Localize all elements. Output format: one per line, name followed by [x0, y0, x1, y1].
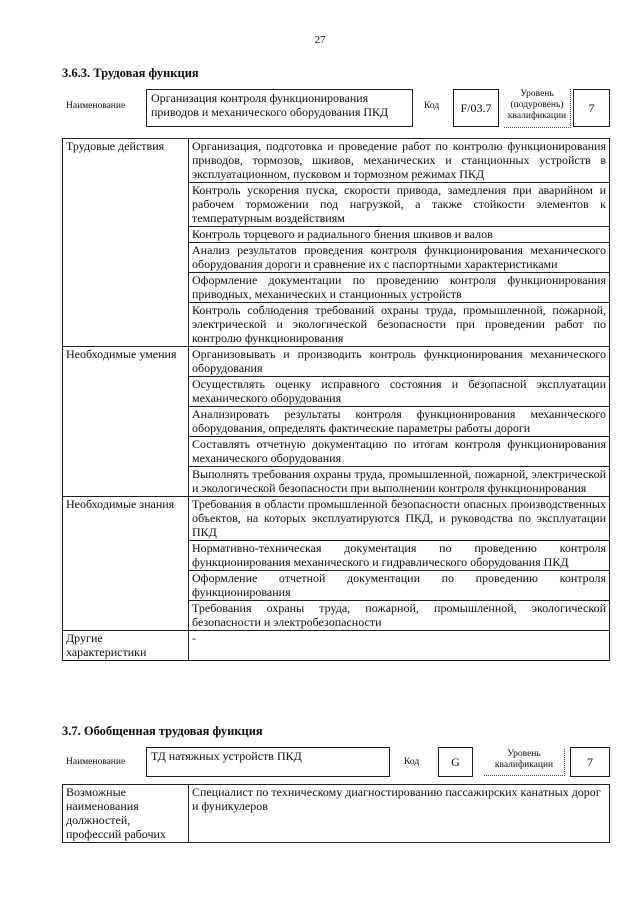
knowledge-item: Нормативно-техническая документация по проведению контроля функционирования механического и гидравлического оборудования ПКД	[189, 541, 610, 571]
table-row	[63, 785, 610, 843]
other-item: -	[189, 631, 610, 661]
name-label-37: Наименование	[66, 757, 126, 767]
page-number: 27	[314, 34, 326, 46]
positions-value: Специалист по техническому диагностированию пассажирских канатных дорог и фуникулеров	[189, 785, 610, 843]
level-value-37: 7	[570, 747, 610, 777]
knowledge-item: Требования охраны труда, пожарной, промышленной, экологической безопасности и электробезопасности	[189, 601, 610, 631]
positions-table	[62, 784, 610, 843]
skill-item: Составлять отчетную документацию по итогам контроля функционирования механического оборудования	[189, 437, 610, 467]
section-heading-363: 3.6.3. Трудовая функция	[62, 66, 199, 80]
action-item: Контроль соблюдения требований охраны труда, промышленной, пожарной, электрической и экологической безопасности при проведении работ по контролю функционирования	[189, 303, 610, 347]
section-heading-37: 3.7. Обобщенная трудовая функция	[62, 724, 263, 738]
table-row	[63, 139, 610, 183]
knowledge-item: Оформление отчетной документации по проведению контроля функционирования	[189, 571, 610, 601]
row-label-actions: Трудовые действия	[63, 139, 189, 347]
code-value-363: F/03.7	[453, 89, 499, 127]
skill-item: Анализировать результаты контроля функционирования механического оборудования, определять фактические параметры работы дороги	[189, 407, 610, 437]
name-value-37: ТД натяжных устройств ПКД	[146, 747, 390, 777]
skill-item: Осуществлять оценку исправного состояния и безопасной эксплуатации механического оборудования	[189, 377, 610, 407]
action-item: Анализ результатов проведения контроля функционирования механического оборудования дороги и сравнение их с паспортными характеристиками	[189, 243, 610, 273]
table-row	[63, 497, 610, 541]
action-item: Оформление документации по проведению контроля функционирования приводных, механических и станционных устройств	[189, 273, 610, 303]
knowledge-item: Требования в области промышленной безопасности опасных производственных объектов, на которых эксплуатируются ПКД, и руководства по эксплуатации ПКД	[189, 497, 610, 541]
action-item: Организация, подготовка и проведение работ по контролю функционирования приводов, тормозов, шкивов, механических и станционных устройств в эксплуатационном, пусковом и тормозном режимах ПКД	[189, 139, 610, 183]
code-label-363: Код	[424, 101, 440, 111]
code-value-37: G	[438, 747, 473, 777]
positions-label: Возможные наименования должностей, профессий рабочих	[63, 785, 189, 843]
action-item: Контроль торцевого и радиального биения шкивов и валов	[189, 227, 610, 243]
labor-function-table	[62, 138, 610, 661]
action-item: Контроль ускорения пуска, скорости привода, замедления при аварийном и рабочем торможении под нагрузкой, а также стойкости элементов к температурным воздействиям	[189, 183, 610, 227]
row-label-skills: Необходимые умения	[63, 347, 189, 497]
row-label-knowledge: Необходимые знания	[63, 497, 189, 631]
table-row	[63, 631, 610, 661]
level-label-37: Уровень квалификации	[484, 749, 565, 776]
name-value-363: Организация контроля функционирования приводов и механического оборудования ПКД	[146, 89, 413, 127]
name-label-363: Наименование	[66, 101, 126, 111]
level-value-363: 7	[573, 89, 610, 127]
skill-item: Выполнять требования охраны труда, промышленной, пожарной, электрической и экологической безопасности при выполнении контроля функционирования	[189, 467, 610, 497]
table-row	[63, 347, 610, 377]
skill-item: Организовывать и производить контроль функционирования механического оборудования	[189, 347, 610, 377]
level-label-363: Уровень (подуровень) квалификации	[504, 89, 571, 128]
code-label-37: Код	[404, 757, 420, 767]
row-label-other: Другие характеристики	[63, 631, 189, 661]
